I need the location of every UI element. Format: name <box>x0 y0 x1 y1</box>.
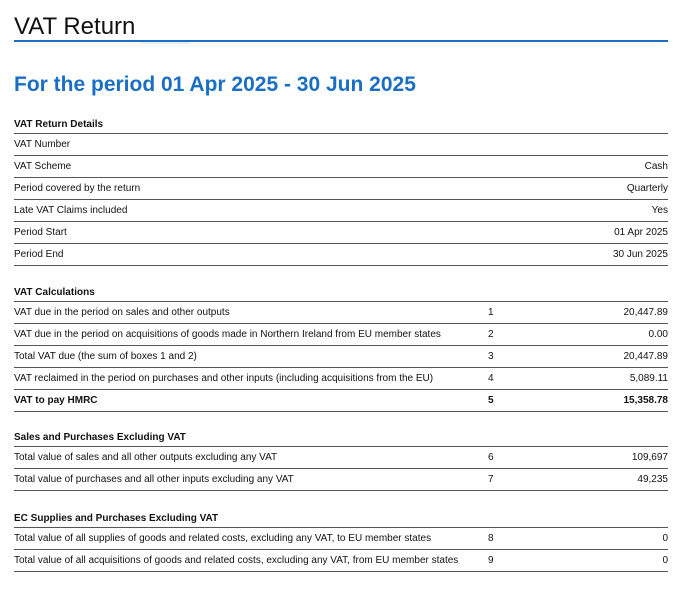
ec-row-box-9 <box>14 550 668 572</box>
calc-row-box-2 <box>14 324 668 346</box>
sales-purchases-section <box>14 429 668 491</box>
row-label: VAT reclaimed in the period on purchases and other inputs (including acquisitions from the EU) <box>14 373 434 384</box>
row-label: VAT due in the period on sales and other outputs <box>14 307 230 318</box>
box-number: 8 <box>488 533 494 544</box>
row-label: Total VAT due (the sum of boxes 1 and 2) <box>14 351 197 362</box>
box-number: 2 <box>488 329 494 340</box>
box-number: 3 <box>488 351 494 362</box>
vat-return-details-section <box>14 116 668 266</box>
row-label: VAT Number <box>14 139 71 150</box>
row-value: 5,089.11 <box>629 373 668 384</box>
row-value: 0.00 <box>648 329 668 340</box>
detail-row-period-start <box>14 222 668 244</box>
title-underline-accent <box>140 42 190 44</box>
detail-row-vat-number <box>14 134 668 156</box>
box-number: 5 <box>488 395 494 406</box>
section-title: EC Supplies and Purchases Excluding VAT <box>14 510 668 528</box>
row-value: Quarterly <box>626 183 668 194</box>
calc-row-box-3 <box>14 346 668 368</box>
detail-row-vat-scheme <box>14 156 668 178</box>
row-label: Period End <box>14 249 64 260</box>
section-title: Sales and Purchases Excluding VAT <box>14 429 668 447</box>
row-value: 01 Apr 2025 <box>614 227 668 238</box>
row-label: Late VAT Claims included <box>14 205 128 216</box>
box-number: 1 <box>488 307 494 318</box>
box-number: 4 <box>488 373 494 384</box>
calc-row-box-4 <box>14 368 668 390</box>
row-value: 0 <box>662 555 668 566</box>
row-value: 49,235 <box>637 474 668 485</box>
section-title: VAT Calculations <box>14 284 668 302</box>
calc-row-box-5-total <box>14 390 668 412</box>
box-number: 9 <box>488 555 494 566</box>
detail-row-late-claims <box>14 200 668 222</box>
row-value: 0 <box>662 533 668 544</box>
ec-row-box-8 <box>14 528 668 550</box>
row-label: Period Start <box>14 227 67 238</box>
row-value: Cash <box>644 161 668 172</box>
detail-row-period-covered <box>14 178 668 200</box>
sales-row-box-6 <box>14 447 668 469</box>
page-title: VAT Return <box>14 13 136 40</box>
row-value: 20,447.89 <box>623 351 668 362</box>
row-label: VAT due in the period on acquisitions of goods made in Northern Ireland from EU member states <box>14 329 441 340</box>
row-value: 30 Jun 2025 <box>612 249 668 260</box>
row-value: Yes <box>651 205 668 216</box>
title-underline <box>14 40 668 42</box>
row-value: 15,358.78 <box>623 395 668 406</box>
detail-row-period-end <box>14 244 668 266</box>
ec-supplies-section <box>14 510 668 572</box>
vat-calculations-section <box>14 284 668 412</box>
row-label: Total value of all acquisitions of goods and related costs, excluding any VAT, from EU member states <box>14 555 459 566</box>
row-label: Period covered by the return <box>14 183 141 194</box>
calc-row-box-1 <box>14 302 668 324</box>
row-label: VAT to pay HMRC <box>14 395 98 406</box>
row-value: 109,697 <box>631 452 668 463</box>
box-number: 7 <box>488 474 494 485</box>
period-heading: For the period 01 Apr 2025 - 30 Jun 2025 <box>14 73 416 96</box>
row-label: Total value of all supplies of goods and related costs, excluding any VAT, to EU member states <box>14 533 432 544</box>
section-title: VAT Return Details <box>14 116 668 134</box>
row-label: Total value of sales and all other outputs excluding any VAT <box>14 452 278 463</box>
row-value: 20,447.89 <box>623 307 668 318</box>
row-label: Total value of purchases and all other inputs excluding any VAT <box>14 474 294 485</box>
box-number: 6 <box>488 452 494 463</box>
row-label: VAT Scheme <box>14 161 72 172</box>
sales-row-box-7 <box>14 469 668 491</box>
